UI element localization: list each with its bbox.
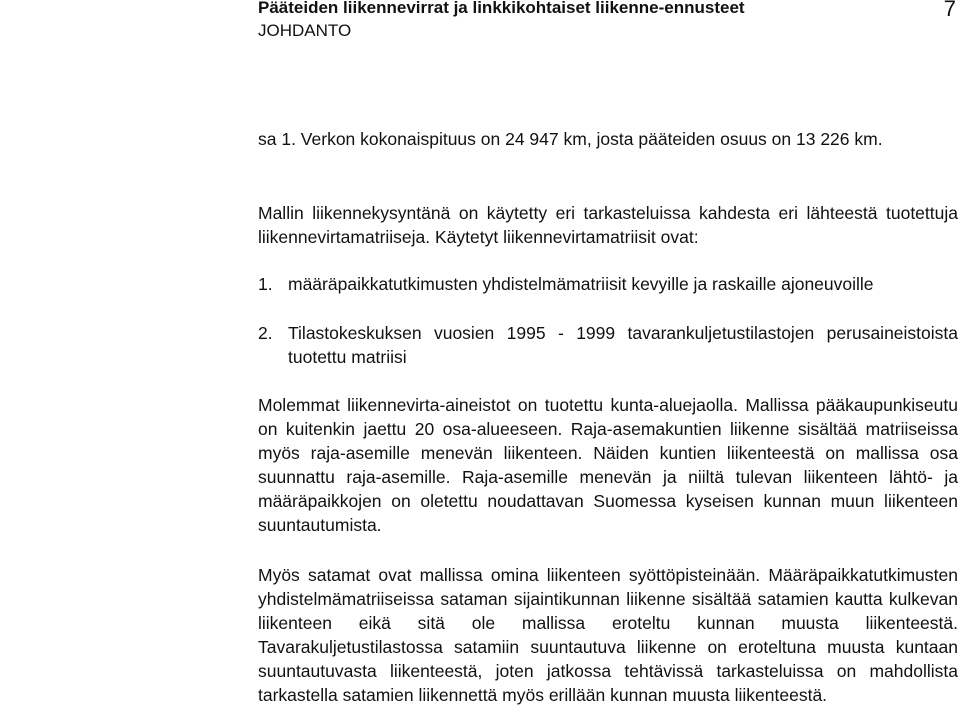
section-heading: JOHDANTO bbox=[258, 21, 352, 40]
page-number: 7 bbox=[943, 0, 956, 21]
paragraph-text: Mallin liikennekysyntänä on käytetty eri tarkasteluissa kahdesta eri lähteestä tuotettuja liikennevirtamatriiseja. Käytetyt liikennevirtamatriisit ovat: bbox=[258, 203, 958, 247]
matrix-list-continued bbox=[258, 321, 958, 369]
list-item-number: 1. bbox=[258, 274, 273, 294]
list-item bbox=[258, 321, 958, 369]
paragraph-text: sa 1. Verkon kokonaispituus on 24 947 km, josta pääteiden osuus on 13 226 km. bbox=[258, 129, 883, 149]
document-title: Pääteiden liikennevirrat ja linkkikohtaiset liikenne-ennusteet bbox=[258, 0, 745, 17]
paragraph-municipal-zoning bbox=[258, 393, 958, 537]
paragraph-text: Myös satamat ovat mallissa omina liikenteen syöttöpisteinään. Määräpaikkatutkimusten yhdistelmämatriiseissa sataman sijaintikunnan liikenne sisältää satamien kautta kulkevan liikenteen eikä sitä ole mallissa eroteltu kunnan muusta liikenteestä. Tavarakuljetustilastossa satamiin suuntautuva liikenne on eroteltuna muusta kuntaan suuntautuvasta liikenteestä, joten jatkossa tehtävissä tarkasteluissa on mahdollista tarkastella satamien liikennettä myös erillään kunnan muusta liikenteestä. bbox=[258, 565, 958, 705]
paragraph-network-length bbox=[258, 127, 958, 151]
list-item-text: Tilastokeskuksen vuosien 1995 - 1999 tavarankuljetustilastojen perusaineistoista tuotettu matriisi bbox=[288, 323, 958, 367]
paragraph-ports bbox=[258, 563, 958, 707]
matrix-list bbox=[258, 272, 958, 296]
list-item bbox=[258, 272, 958, 296]
paragraph-text: Molemmat liikennevirta-aineistot on tuotettu kunta-aluejaolla. Mallissa pääkaupunkiseutu on kuitenkin jaettu 20 osa-alueeseen. Raja-asemakuntien liikenne sisältää matriiseissa myös raja-asemille menevän liikenteen. Näiden kuntien liikenteestä on mallissa osa suunnattu raja-asemille. Raja-asemille menevän ja niiltä tulevan liikenteen lähtö- ja määräpaikkojen on oletettu noudattavan Suomessa kyseisen kunnan muun liikenteen suuntautumista. bbox=[258, 395, 958, 535]
page-header bbox=[258, 0, 958, 44]
paragraph-demand-sources bbox=[258, 201, 958, 249]
list-item-number: 2. bbox=[258, 323, 273, 343]
list-item-text: määräpaikkatutkimusten yhdistelmämatriisit kevyille ja raskaille ajoneuvoille bbox=[288, 274, 874, 294]
